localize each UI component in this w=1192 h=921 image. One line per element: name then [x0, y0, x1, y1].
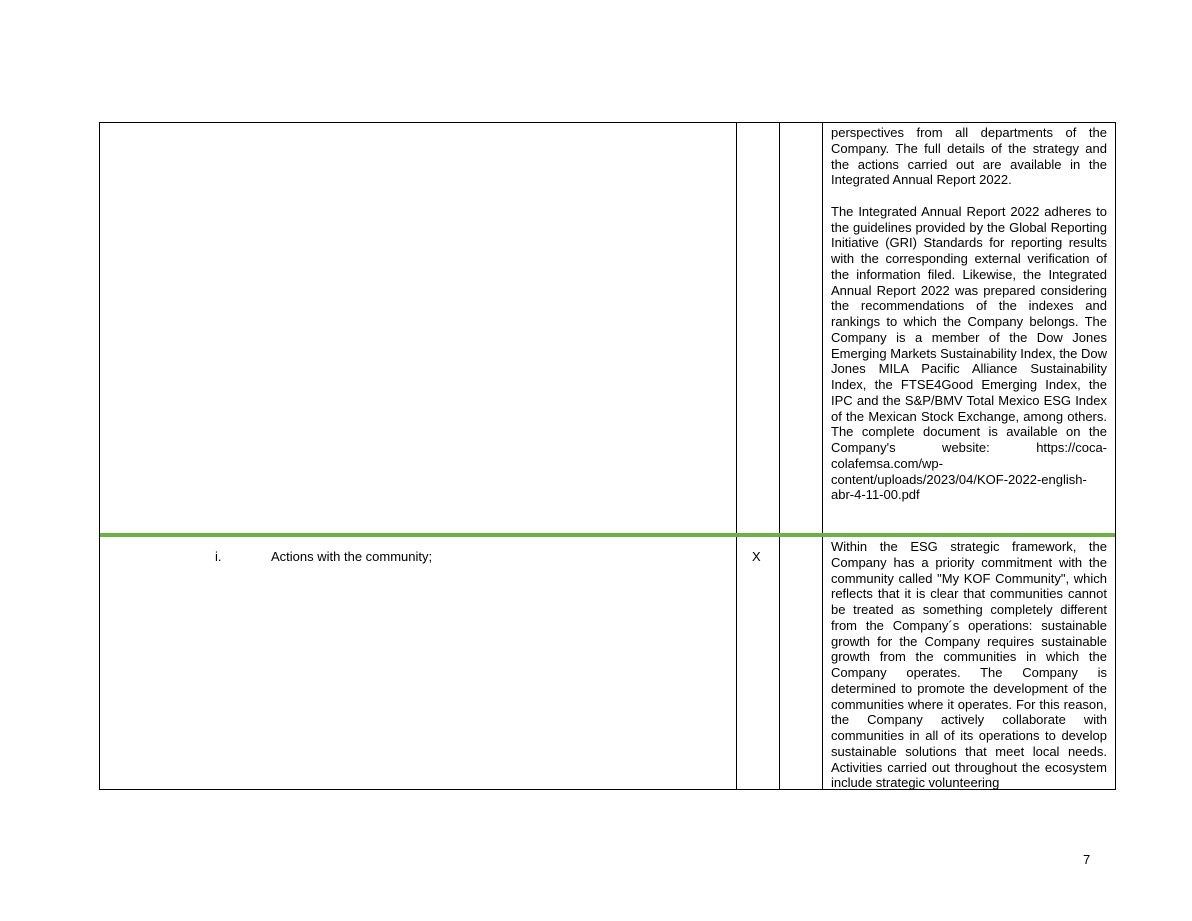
column-divider	[779, 123, 780, 789]
column-divider	[822, 123, 823, 789]
page-number: 7	[1083, 852, 1091, 867]
column-divider	[736, 123, 737, 789]
row2-explanation-cell	[831, 539, 1107, 791]
row2-paragraph: Within the ESG strategic framework, the Company has a priority commitment with the community called "My KOF Community", which reflects that it is clear that communities cannot be treated as something completely different from the Company´s operations: sustainable growth for the Company requires sustainable growth from the communities in which the Company operates. The Company is determined to promote the development of the communities where it operates. For this reason, the Company actively collaborate with communities in all of its operations to develop sustainable solutions that meet local needs. Activities carried out throughout the ecosystem include strategic volunteering	[831, 539, 1107, 791]
row1-paragraph: The Integrated Annual Report 2022 adheres to the guidelines provided by the Global Reporting Initiative (GRI) Standards for reporting results with the corresponding external verification of the information filed. Likewise, the Integrated Annual Report 2022 was prepared considering the recommendations of the indexes and rankings to which the Company belongs. The Company is a member of the Dow Jones Emerging Markets Sustainability Index, the Dow Jones MILA Pacific Alliance Sustainability Index, the FTSE4Good Emerging Index, the IPC and the S&P/BMV Total Mexico ESG Index of the Mexican Stock Exchange, among others. The complete document is available on the Company's website: https://coca-colafemsa.com/wp-content/uploads/2023/04/KOF-2022-english-abr-4-11-00.pdf	[831, 203, 1108, 503]
row-separator	[100, 533, 1115, 537]
row1-explanation-cell	[831, 125, 1107, 503]
item-label: Actions with the community;	[271, 549, 433, 564]
item-number: i.	[215, 549, 222, 564]
compliance-table	[99, 122, 1116, 790]
row1-paragraph: perspectives from all departments of the Company. The full details of the strategy and the actions carried out are available in the Integrated Annual Report 2022.	[831, 125, 1107, 188]
compliance-mark: X	[752, 549, 761, 564]
